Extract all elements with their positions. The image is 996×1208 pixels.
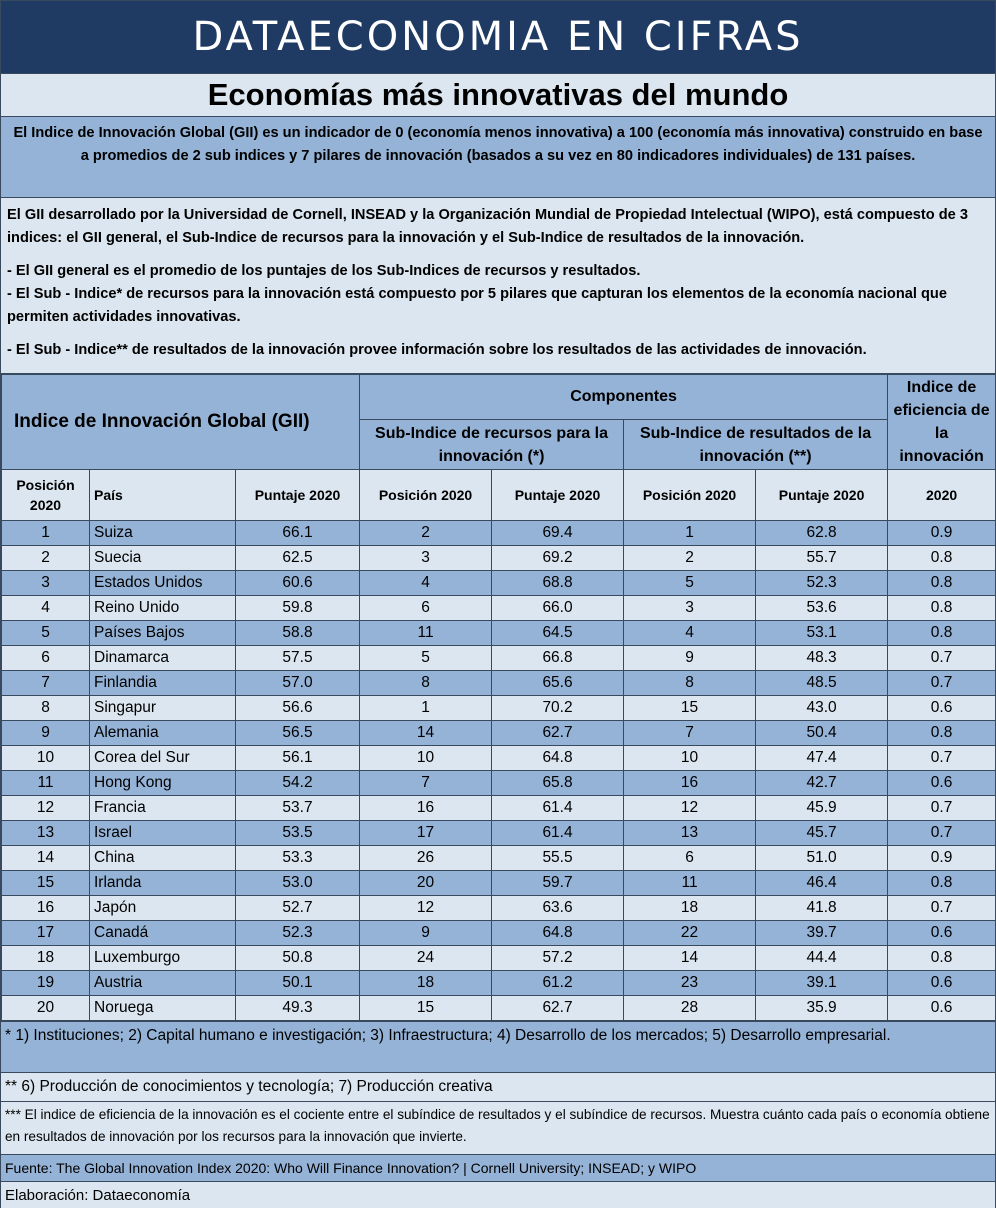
- cell-position: 11: [2, 771, 90, 796]
- note-outputs-pillars: ** 6) Producción de conocimientos y tecnología; 7) Producción creativa: [1, 1072, 995, 1101]
- cell-score: 53.7: [236, 796, 360, 821]
- cell-out-position: 12: [624, 796, 756, 821]
- cell-score: 50.1: [236, 971, 360, 996]
- cell-out-position: 15: [624, 696, 756, 721]
- cell-out-score: 62.8: [756, 521, 888, 546]
- components-header: Componentes: [360, 375, 888, 420]
- table-body: [2, 521, 996, 1021]
- col-country: País: [90, 470, 236, 521]
- cell-country: China: [90, 846, 236, 871]
- col-in-position: Posición 2020: [360, 470, 492, 521]
- col-out-position: Posición 2020: [624, 470, 756, 521]
- cell-position: 3: [2, 571, 90, 596]
- cell-country: Suecia: [90, 546, 236, 571]
- table-row: [2, 621, 996, 646]
- cell-in-score: 64.8: [492, 921, 624, 946]
- cell-in-position: 18: [360, 971, 492, 996]
- cell-position: 15: [2, 871, 90, 896]
- cell-score: 49.3: [236, 996, 360, 1021]
- cell-in-score: 64.5: [492, 621, 624, 646]
- cell-out-score: 39.1: [756, 971, 888, 996]
- cell-country: Israel: [90, 821, 236, 846]
- cell-country: Singapur: [90, 696, 236, 721]
- desc-paragraph-1: El GII desarrollado por la Universidad de Cornell, INSEAD y la Organización Mundial de Propiedad Intelectual (WIPO), está compuesto de 3 indices: el GII general, el Sub-Indice de recursos para la innovación y el Sub-Indice de resultados de la innovación.: [7, 207, 968, 246]
- col-eff-year: 2020: [888, 470, 996, 521]
- gii-header: Indice de Innovación Global (GII): [2, 375, 360, 470]
- desc-paragraph-3: - El Sub - Indice* de recursos para la innovación está compuesto por 5 pilares que capturan los elementos de la economía nacional que permiten actividades innovativas.: [7, 286, 947, 325]
- cell-score: 56.5: [236, 721, 360, 746]
- inputs-subindex-header: Sub-Indice de recursos para la innovación (*): [360, 420, 624, 470]
- cell-in-position: 16: [360, 796, 492, 821]
- banner-title: DATAECONOMIA EN CIFRAS: [1, 1, 995, 74]
- outputs-subindex-header: Sub-Indice de resultados de la innovación (**): [624, 420, 888, 470]
- cell-in-score: 64.8: [492, 746, 624, 771]
- cell-in-position: 7: [360, 771, 492, 796]
- cell-position: 16: [2, 896, 90, 921]
- cell-in-score: 59.7: [492, 871, 624, 896]
- cell-score: 56.1: [236, 746, 360, 771]
- cell-score: 53.0: [236, 871, 360, 896]
- cell-position: 2: [2, 546, 90, 571]
- cell-country: Países Bajos: [90, 621, 236, 646]
- cell-efficiency: 0.6: [888, 696, 996, 721]
- table-row: [2, 996, 996, 1021]
- cell-out-score: 47.4: [756, 746, 888, 771]
- cell-country: Canadá: [90, 921, 236, 946]
- page-title: Economías más innovativas del mundo: [1, 74, 995, 117]
- cell-in-position: 12: [360, 896, 492, 921]
- description: [1, 198, 995, 374]
- col-in-score: Puntaje 2020: [492, 470, 624, 521]
- cell-in-position: 17: [360, 821, 492, 846]
- cell-out-score: 48.5: [756, 671, 888, 696]
- cell-score: 50.8: [236, 946, 360, 971]
- cell-country: Austria: [90, 971, 236, 996]
- note-efficiency: *** El indice de eficiencia de la innovación es el cociente entre el subíndice de resultados y el subíndice de recursos. Muestra cuánto cada país o economía obtiene en resultados de innovación por los recursos para la innovación que invierte.: [1, 1101, 995, 1154]
- cell-country: Japón: [90, 896, 236, 921]
- cell-country: Noruega: [90, 996, 236, 1021]
- cell-efficiency: 0.8: [888, 571, 996, 596]
- cell-country: Estados Unidos: [90, 571, 236, 596]
- cell-position: 18: [2, 946, 90, 971]
- cell-out-score: 53.1: [756, 621, 888, 646]
- cell-in-position: 6: [360, 596, 492, 621]
- table-row: [2, 546, 996, 571]
- cell-in-score: 66.0: [492, 596, 624, 621]
- cell-in-score: 69.2: [492, 546, 624, 571]
- cell-in-score: 65.8: [492, 771, 624, 796]
- cell-efficiency: 0.6: [888, 921, 996, 946]
- cell-out-score: 35.9: [756, 996, 888, 1021]
- cell-country: Luxemburgo: [90, 946, 236, 971]
- cell-out-position: 4: [624, 621, 756, 646]
- table-row: [2, 946, 996, 971]
- cell-score: 54.2: [236, 771, 360, 796]
- cell-out-position: 22: [624, 921, 756, 946]
- cell-in-position: 5: [360, 646, 492, 671]
- desc-paragraph-4: - El Sub - Indice** de resultados de la innovación provee información sobre los resultados de las actividades de innovación.: [7, 342, 867, 358]
- cell-efficiency: 0.7: [888, 896, 996, 921]
- cell-country: Dinamarca: [90, 646, 236, 671]
- cell-efficiency: 0.6: [888, 771, 996, 796]
- cell-out-position: 3: [624, 596, 756, 621]
- cell-position: 12: [2, 796, 90, 821]
- cell-position: 8: [2, 696, 90, 721]
- cell-in-position: 10: [360, 746, 492, 771]
- cell-country: Alemania: [90, 721, 236, 746]
- cell-efficiency: 0.8: [888, 946, 996, 971]
- cell-efficiency: 0.7: [888, 646, 996, 671]
- cell-efficiency: 0.8: [888, 546, 996, 571]
- cell-score: 62.5: [236, 546, 360, 571]
- cell-out-position: 10: [624, 746, 756, 771]
- table-row: [2, 746, 996, 771]
- cell-efficiency: 0.7: [888, 821, 996, 846]
- cell-position: 5: [2, 621, 90, 646]
- cell-efficiency: 0.6: [888, 996, 996, 1021]
- cell-out-position: 18: [624, 896, 756, 921]
- cell-in-position: 11: [360, 621, 492, 646]
- cell-score: 53.3: [236, 846, 360, 871]
- cell-in-score: 63.6: [492, 896, 624, 921]
- cell-in-position: 4: [360, 571, 492, 596]
- table-row: [2, 571, 996, 596]
- cell-out-score: 42.7: [756, 771, 888, 796]
- table-row: [2, 846, 996, 871]
- cell-out-score: 46.4: [756, 871, 888, 896]
- table-row: [2, 896, 996, 921]
- cell-out-score: 45.7: [756, 821, 888, 846]
- table-row: [2, 696, 996, 721]
- cell-in-position: 3: [360, 546, 492, 571]
- cell-score: 57.5: [236, 646, 360, 671]
- cell-score: 59.8: [236, 596, 360, 621]
- cell-efficiency: 0.9: [888, 846, 996, 871]
- col-out-score: Puntaje 2020: [756, 470, 888, 521]
- cell-in-position: 15: [360, 996, 492, 1021]
- cell-out-score: 41.8: [756, 896, 888, 921]
- cell-score: 53.5: [236, 821, 360, 846]
- table-row: [2, 871, 996, 896]
- cell-out-score: 45.9: [756, 796, 888, 821]
- cell-score: 56.6: [236, 696, 360, 721]
- cell-out-position: 2: [624, 546, 756, 571]
- cell-efficiency: 0.8: [888, 621, 996, 646]
- cell-score: 60.6: [236, 571, 360, 596]
- cell-position: 4: [2, 596, 90, 621]
- cell-out-position: 7: [624, 721, 756, 746]
- cell-in-score: 68.8: [492, 571, 624, 596]
- table-row: [2, 721, 996, 746]
- cell-position: 1: [2, 521, 90, 546]
- cell-in-score: 62.7: [492, 721, 624, 746]
- cell-in-score: 69.4: [492, 521, 624, 546]
- cell-score: 57.0: [236, 671, 360, 696]
- cell-in-score: 57.2: [492, 946, 624, 971]
- cell-country: Suiza: [90, 521, 236, 546]
- cell-in-score: 62.7: [492, 996, 624, 1021]
- cell-in-score: 70.2: [492, 696, 624, 721]
- cell-in-position: 14: [360, 721, 492, 746]
- cell-score: 52.3: [236, 921, 360, 946]
- cell-out-position: 9: [624, 646, 756, 671]
- cell-out-score: 51.0: [756, 846, 888, 871]
- cell-position: 14: [2, 846, 90, 871]
- table-row: [2, 646, 996, 671]
- cell-in-position: 26: [360, 846, 492, 871]
- cell-in-position: 9: [360, 921, 492, 946]
- cell-in-position: 1: [360, 696, 492, 721]
- note-inputs-pillars: * 1) Instituciones; 2) Capital humano e investigación; 3) Infraestructura; 4) Desarrollo de los mercados; 5) Desarrollo empresarial.: [1, 1021, 995, 1072]
- table-row: [2, 771, 996, 796]
- table-row: [2, 921, 996, 946]
- cell-out-position: 14: [624, 946, 756, 971]
- cell-out-position: 5: [624, 571, 756, 596]
- cell-out-position: 8: [624, 671, 756, 696]
- cell-in-position: 24: [360, 946, 492, 971]
- col-score: Puntaje 2020: [236, 470, 360, 521]
- cell-out-position: 13: [624, 821, 756, 846]
- table-row: [2, 971, 996, 996]
- efficiency-header: Indice de eficiencia de la innovación: [888, 375, 996, 470]
- cell-position: 10: [2, 746, 90, 771]
- cell-efficiency: 0.9: [888, 521, 996, 546]
- cell-in-score: 65.6: [492, 671, 624, 696]
- table-row: [2, 796, 996, 821]
- cell-in-score: 61.2: [492, 971, 624, 996]
- cell-efficiency: 0.7: [888, 796, 996, 821]
- cell-in-position: 2: [360, 521, 492, 546]
- cell-in-score: 61.4: [492, 821, 624, 846]
- cell-position: 13: [2, 821, 90, 846]
- cell-efficiency: 0.8: [888, 871, 996, 896]
- cell-score: 52.7: [236, 896, 360, 921]
- cell-position: 6: [2, 646, 90, 671]
- cell-out-score: 55.7: [756, 546, 888, 571]
- notes: [1, 1021, 995, 1208]
- ranking-table: [1, 374, 996, 1021]
- cell-score: 58.8: [236, 621, 360, 646]
- table-row: [2, 821, 996, 846]
- source-note: Fuente: The Global Innovation Index 2020: Who Will Finance Innovation? | Cornell University; INSEAD; y WIPO: [1, 1154, 995, 1181]
- cell-position: 9: [2, 721, 90, 746]
- desc-paragraph-2: - El GII general es el promedio de los puntajes de los Sub-Indices de recursos y resultados.: [7, 263, 641, 279]
- cell-out-score: 52.3: [756, 571, 888, 596]
- cell-out-score: 50.4: [756, 721, 888, 746]
- cell-out-position: 16: [624, 771, 756, 796]
- cell-efficiency: 0.8: [888, 596, 996, 621]
- cell-country: Francia: [90, 796, 236, 821]
- cell-country: Hong Kong: [90, 771, 236, 796]
- col-position: Posición 2020: [2, 470, 90, 521]
- intro-text: El Indice de Innovación Global (GII) es un indicador de 0 (economía menos innovativa) a 100 (economía más innovativa) construido en base a promedios de 2 sub indices y 7 pilares de innovación (basados a su vez en 80 indicadores individuales) de 131 países.: [1, 117, 995, 198]
- cell-in-score: 61.4: [492, 796, 624, 821]
- cell-out-score: 43.0: [756, 696, 888, 721]
- cell-country: Finlandia: [90, 671, 236, 696]
- cell-out-position: 6: [624, 846, 756, 871]
- table-row: [2, 596, 996, 621]
- cell-in-position: 8: [360, 671, 492, 696]
- table-row: [2, 521, 996, 546]
- cell-position: 19: [2, 971, 90, 996]
- cell-efficiency: 0.8: [888, 721, 996, 746]
- cell-out-score: 53.6: [756, 596, 888, 621]
- cell-out-score: 48.3: [756, 646, 888, 671]
- cell-in-score: 66.8: [492, 646, 624, 671]
- cell-in-score: 55.5: [492, 846, 624, 871]
- cell-country: Reino Unido: [90, 596, 236, 621]
- cell-efficiency: 0.7: [888, 671, 996, 696]
- cell-position: 20: [2, 996, 90, 1021]
- cell-country: Irlanda: [90, 871, 236, 896]
- cell-out-position: 28: [624, 996, 756, 1021]
- cell-out-position: 23: [624, 971, 756, 996]
- table-row: [2, 671, 996, 696]
- credit-note: Elaboración: Dataeconomía: [1, 1181, 995, 1208]
- cell-position: 7: [2, 671, 90, 696]
- cell-position: 17: [2, 921, 90, 946]
- cell-in-position: 20: [360, 871, 492, 896]
- cell-country: Corea del Sur: [90, 746, 236, 771]
- cell-out-position: 11: [624, 871, 756, 896]
- cell-out-position: 1: [624, 521, 756, 546]
- cell-score: 66.1: [236, 521, 360, 546]
- cell-efficiency: 0.7: [888, 746, 996, 771]
- cell-efficiency: 0.6: [888, 971, 996, 996]
- cell-out-score: 39.7: [756, 921, 888, 946]
- cell-out-score: 44.4: [756, 946, 888, 971]
